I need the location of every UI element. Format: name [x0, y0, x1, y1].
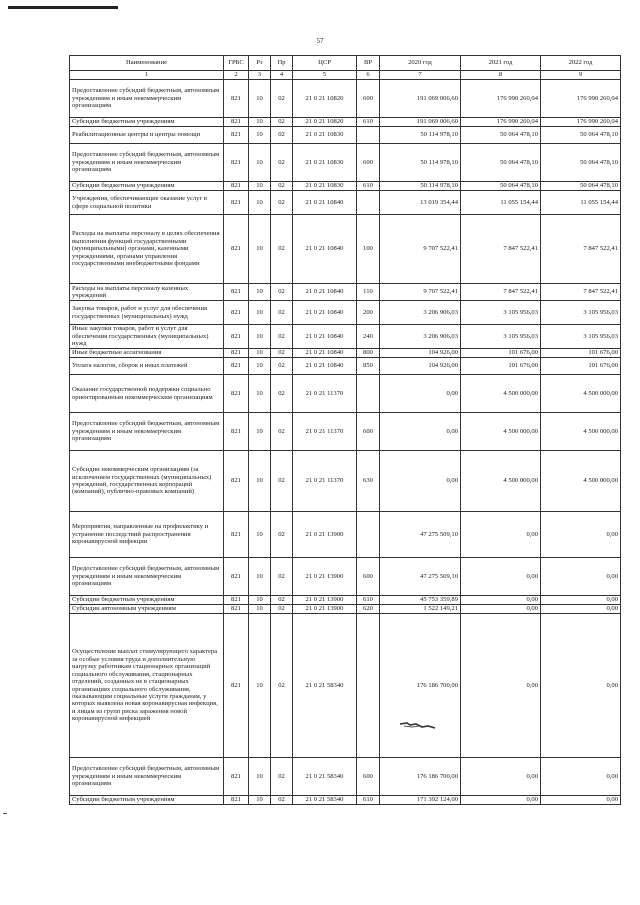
vr-cell: 630 — [357, 451, 380, 512]
amount-2020: 171 392 124,00 — [380, 796, 461, 805]
amount-2021: 0,00 — [461, 758, 541, 796]
table-row — [70, 80, 621, 118]
pr-cell: 02 — [271, 284, 293, 301]
csr-cell: 21 0 21 10830 — [293, 182, 357, 191]
pr-cell: 02 — [271, 118, 293, 127]
amount-2020: 1 522 149,21 — [380, 605, 461, 614]
budget-table — [69, 55, 621, 805]
pr-cell: 02 — [271, 758, 293, 796]
grbs-cell: 821 — [224, 191, 249, 215]
csr-cell: 21 0 21 13900 — [293, 558, 357, 596]
rz-cell: 10 — [249, 191, 271, 215]
amount-2021: 0,00 — [461, 512, 541, 558]
amount-2020: 191 069 006,60 — [380, 118, 461, 127]
rz-cell: 10 — [249, 451, 271, 512]
pr-cell: 02 — [271, 325, 293, 349]
top-scan-bar — [8, 6, 118, 9]
amount-2022: 7 847 522,41 — [541, 215, 621, 284]
row-name: Предоставление субсидий бюджетным, автономным учреждениям и иным некоммерческим организациям — [70, 758, 224, 796]
grbs-cell: 821 — [224, 614, 249, 758]
table-row — [70, 215, 621, 284]
amount-2021: 11 055 154,44 — [461, 191, 541, 215]
vr-cell: 600 — [357, 413, 380, 451]
pr-cell: 02 — [271, 191, 293, 215]
csr-cell: 21 0 21 10840 — [293, 284, 357, 301]
rz-cell: 10 — [249, 512, 271, 558]
amount-2022: 0,00 — [541, 558, 621, 596]
csr-cell: 21 0 21 10830 — [293, 127, 357, 144]
header-cell: ВР — [357, 56, 380, 71]
table-row — [70, 558, 621, 596]
grbs-cell: 821 — [224, 451, 249, 512]
grbs-cell: 821 — [224, 596, 249, 605]
vr-cell: 610 — [357, 182, 380, 191]
index-cell: 8 — [461, 71, 541, 80]
pr-cell: 02 — [271, 413, 293, 451]
header-cell: ГРБС — [224, 56, 249, 71]
row-name: Предоставление субсидий бюджетным, автономным учреждениям и иным некоммерческим организациям — [70, 144, 224, 182]
margin-mark — [3, 813, 7, 814]
csr-cell: 21 0 21 58340 — [293, 796, 357, 805]
amount-2022: 50 064 478,10 — [541, 127, 621, 144]
ink-scribble — [398, 721, 438, 730]
rz-cell: 10 — [249, 605, 271, 614]
row-name: Субсидии бюджетным учреждениям — [70, 118, 224, 127]
row-name: Мероприятия, направленные на профилактику и устранение последствий распространения коронавирусной инфекции — [70, 512, 224, 558]
vr-cell: 610 — [357, 796, 380, 805]
header-cell: Рз — [249, 56, 271, 71]
rz-cell: 10 — [249, 558, 271, 596]
csr-cell: 21 0 21 10840 — [293, 358, 357, 375]
pr-cell: 02 — [271, 558, 293, 596]
grbs-cell: 821 — [224, 301, 249, 325]
amount-2022: 50 064 478,10 — [541, 144, 621, 182]
row-name: Учреждения, обеспечивающие оказание услуг в сфере социальной политики — [70, 191, 224, 215]
amount-2020: 191 069 006,60 — [380, 80, 461, 118]
csr-cell: 21 0 21 10840 — [293, 325, 357, 349]
grbs-cell: 821 — [224, 127, 249, 144]
amount-2021: 0,00 — [461, 558, 541, 596]
amount-2022: 0,00 — [541, 758, 621, 796]
table-row — [70, 191, 621, 215]
vr-cell: 620 — [357, 605, 380, 614]
amount-2021: 101 676,00 — [461, 358, 541, 375]
vr-cell — [357, 375, 380, 413]
amount-2021: 0,00 — [461, 796, 541, 805]
index-cell: 5 — [293, 71, 357, 80]
amount-2022: 4 500 000,00 — [541, 375, 621, 413]
amount-2021: 101 676,00 — [461, 349, 541, 358]
vr-cell: 610 — [357, 118, 380, 127]
index-cell: 3 — [249, 71, 271, 80]
amount-2022: 0,00 — [541, 614, 621, 758]
csr-cell: 21 0 21 10840 — [293, 349, 357, 358]
vr-cell: 850 — [357, 358, 380, 375]
rz-cell: 10 — [249, 596, 271, 605]
csr-cell: 21 0 21 11370 — [293, 413, 357, 451]
pr-cell: 02 — [271, 80, 293, 118]
amount-2020: 47 275 509,10 — [380, 558, 461, 596]
pr-cell: 02 — [271, 301, 293, 325]
amount-2021: 4 500 000,00 — [461, 375, 541, 413]
pr-cell: 02 — [271, 512, 293, 558]
rz-cell: 10 — [249, 614, 271, 758]
row-name: Оказание государственной поддержки социально ориентированным некоммерческим организациям — [70, 375, 224, 413]
amount-2022: 0,00 — [541, 796, 621, 805]
amount-2021: 176 990 260,04 — [461, 80, 541, 118]
index-cell: 7 — [380, 71, 461, 80]
csr-cell: 21 0 21 10840 — [293, 301, 357, 325]
grbs-cell: 821 — [224, 118, 249, 127]
amount-2022: 7 847 522,41 — [541, 284, 621, 301]
table-row — [70, 118, 621, 127]
rz-cell: 10 — [249, 80, 271, 118]
amount-2022: 101 676,00 — [541, 349, 621, 358]
row-name: Предоставление субсидий бюджетным, автономным учреждениям и иным некоммерческим организациям — [70, 413, 224, 451]
vr-cell: 600 — [357, 558, 380, 596]
amount-2021: 0,00 — [461, 596, 541, 605]
row-name: Расходы на выплаты персоналу казенных учреждений — [70, 284, 224, 301]
rz-cell: 10 — [249, 796, 271, 805]
row-name: Реабилитационные центры и центры помощи — [70, 127, 224, 144]
table-row — [70, 375, 621, 413]
amount-2021: 50 064 478,10 — [461, 182, 541, 191]
header-cell: 2022 год — [541, 56, 621, 71]
header-cell: Наименование — [70, 56, 224, 71]
grbs-cell: 821 — [224, 375, 249, 413]
table-row — [70, 349, 621, 358]
row-name: Иные бюджетные ассигнования — [70, 349, 224, 358]
rz-cell: 10 — [249, 182, 271, 191]
index-cell: 4 — [271, 71, 293, 80]
csr-cell: 21 0 21 13900 — [293, 512, 357, 558]
amount-2021: 7 847 522,41 — [461, 215, 541, 284]
vr-cell — [357, 512, 380, 558]
header-cell: 2021 год — [461, 56, 541, 71]
row-name: Осуществление выплат стимулирующего характера за особые условия труда и дополнительную нагрузку работникам стационарных организаций социального обслуживания, стационарных отделений, созданных не в стационарных организациях социального обслуживания, оказывающим социальные услуги гражданам, у которых выявлена новая коронавирусная инфекция, и лицам из групп риска заражения новой коронавирусной инфекцией — [70, 614, 224, 758]
amount-2021: 4 500 000,00 — [461, 451, 541, 512]
rz-cell: 10 — [249, 284, 271, 301]
table-row — [70, 451, 621, 512]
amount-2020: 104 926,00 — [380, 358, 461, 375]
csr-cell: 21 0 21 10830 — [293, 144, 357, 182]
grbs-cell: 821 — [224, 558, 249, 596]
row-name: Иные закупки товаров, работ и услуг для обеспечения государственных (муниципальных) нужд — [70, 325, 224, 349]
vr-cell: 600 — [357, 80, 380, 118]
rz-cell: 10 — [249, 375, 271, 413]
amount-2020: 13 019 354,44 — [380, 191, 461, 215]
csr-cell: 21 0 21 13900 — [293, 596, 357, 605]
index-cell: 6 — [357, 71, 380, 80]
table-row — [70, 301, 621, 325]
csr-cell: 21 0 21 10840 — [293, 191, 357, 215]
amount-2021: 7 847 522,41 — [461, 284, 541, 301]
pr-cell: 02 — [271, 127, 293, 144]
table-row — [70, 144, 621, 182]
rz-cell: 10 — [249, 358, 271, 375]
amount-2022: 0,00 — [541, 596, 621, 605]
amount-2020: 0,00 — [380, 413, 461, 451]
grbs-cell: 821 — [224, 284, 249, 301]
rz-cell: 10 — [249, 118, 271, 127]
vr-cell: 200 — [357, 301, 380, 325]
amount-2021: 0,00 — [461, 614, 541, 758]
vr-cell — [357, 191, 380, 215]
table-row — [70, 758, 621, 796]
vr-cell: 110 — [357, 284, 380, 301]
vr-cell: 800 — [357, 349, 380, 358]
rz-cell: 10 — [249, 127, 271, 144]
index-cell: 9 — [541, 71, 621, 80]
amount-2020: 3 206 906,03 — [380, 301, 461, 325]
table-row — [70, 512, 621, 558]
csr-cell: 21 0 21 10840 — [293, 215, 357, 284]
row-name: Уплата налогов, сборов и иных платежей — [70, 358, 224, 375]
amount-2021: 176 990 260,04 — [461, 118, 541, 127]
csr-cell: 21 0 21 10820 — [293, 80, 357, 118]
pr-cell: 02 — [271, 375, 293, 413]
table-row — [70, 614, 621, 758]
amount-2020: 3 206 906,03 — [380, 325, 461, 349]
amount-2020: 9 707 522,41 — [380, 215, 461, 284]
table-row — [70, 358, 621, 375]
rz-cell: 10 — [249, 349, 271, 358]
vr-cell: 600 — [357, 144, 380, 182]
pr-cell: 02 — [271, 614, 293, 758]
csr-cell: 21 0 21 58340 — [293, 614, 357, 758]
pr-cell: 02 — [271, 144, 293, 182]
amount-2020: 176 186 700,00 — [380, 758, 461, 796]
amount-2020: 104 926,00 — [380, 349, 461, 358]
vr-cell: 610 — [357, 596, 380, 605]
header-cell: Пр — [271, 56, 293, 71]
amount-2021: 3 105 956,03 — [461, 301, 541, 325]
grbs-cell: 821 — [224, 144, 249, 182]
table-row — [70, 284, 621, 301]
rz-cell: 10 — [249, 215, 271, 284]
row-name: Субсидии автономным учреждениям — [70, 605, 224, 614]
pr-cell: 02 — [271, 796, 293, 805]
amount-2021: 0,00 — [461, 605, 541, 614]
grbs-cell: 821 — [224, 349, 249, 358]
amount-2022: 50 064 478,10 — [541, 182, 621, 191]
page-number: 57 — [316, 37, 324, 45]
table-row — [70, 182, 621, 191]
index-cell: 2 — [224, 71, 249, 80]
rz-cell: 10 — [249, 144, 271, 182]
row-name: Субсидии бюджетным учреждениям — [70, 182, 224, 191]
table-row — [70, 127, 621, 144]
rz-cell: 10 — [249, 301, 271, 325]
row-name: Закупка товаров, работ и услуг для обеспечения государственных (муниципальных) нужд — [70, 301, 224, 325]
amount-2021: 3 105 956,03 — [461, 325, 541, 349]
amount-2020: 50 114 978,10 — [380, 127, 461, 144]
amount-2021: 50 064 478,10 — [461, 144, 541, 182]
table-row — [70, 325, 621, 349]
amount-2022: 4 500 000,00 — [541, 451, 621, 512]
amount-2020: 50 114 978,10 — [380, 182, 461, 191]
amount-2022: 11 055 154,44 — [541, 191, 621, 215]
amount-2020: 9 707 522,41 — [380, 284, 461, 301]
grbs-cell: 821 — [224, 512, 249, 558]
grbs-cell: 821 — [224, 796, 249, 805]
pr-cell: 02 — [271, 349, 293, 358]
row-name: Предоставление субсидий бюджетным, автономным учреждениям и иным некоммерческим организациям — [70, 80, 224, 118]
index-row — [70, 71, 621, 80]
grbs-cell: 821 — [224, 413, 249, 451]
csr-cell: 21 0 21 11370 — [293, 375, 357, 413]
amount-2020: 45 753 359,89 — [380, 596, 461, 605]
row-name: Субсидии бюджетным учреждениям — [70, 796, 224, 805]
amount-2021: 50 064 478,10 — [461, 127, 541, 144]
amount-2020: 176 186 700,00 — [380, 614, 461, 758]
rz-cell: 10 — [249, 413, 271, 451]
amount-2020: 47 275 509,10 — [380, 512, 461, 558]
row-name: Субсидии бюджетным учреждениям — [70, 596, 224, 605]
table-row — [70, 413, 621, 451]
amount-2020: 0,00 — [380, 451, 461, 512]
pr-cell: 02 — [271, 451, 293, 512]
grbs-cell: 821 — [224, 605, 249, 614]
amount-2022: 176 990 260,04 — [541, 118, 621, 127]
csr-cell: 21 0 21 13900 — [293, 605, 357, 614]
amount-2022: 0,00 — [541, 605, 621, 614]
row-name: Предоставление субсидий бюджетным, автономным учреждениям и иным некоммерческим организациям — [70, 558, 224, 596]
header-row — [70, 56, 621, 71]
pr-cell: 02 — [271, 215, 293, 284]
rz-cell: 10 — [249, 758, 271, 796]
amount-2022: 4 500 000,00 — [541, 413, 621, 451]
pr-cell: 02 — [271, 358, 293, 375]
row-name: Расходы на выплаты персоналу в целях обеспечения выполнения функций государственными (муниципальными) органами, казенными учреждениями, органами управления государственными внебюджетными фондами — [70, 215, 224, 284]
amount-2022: 3 105 956,03 — [541, 301, 621, 325]
grbs-cell: 821 — [224, 358, 249, 375]
grbs-cell: 821 — [224, 80, 249, 118]
index-cell: 1 — [70, 71, 224, 80]
grbs-cell: 821 — [224, 325, 249, 349]
amount-2022: 101 676,00 — [541, 358, 621, 375]
csr-cell: 21 0 21 10820 — [293, 118, 357, 127]
amount-2022: 0,00 — [541, 512, 621, 558]
pr-cell: 02 — [271, 596, 293, 605]
grbs-cell: 821 — [224, 758, 249, 796]
amount-2021: 4 500 000,00 — [461, 413, 541, 451]
vr-cell: 600 — [357, 758, 380, 796]
vr-cell: 240 — [357, 325, 380, 349]
amount-2020: 50 114 978,10 — [380, 144, 461, 182]
header-cell: 2020 год — [380, 56, 461, 71]
csr-cell: 21 0 21 58340 — [293, 758, 357, 796]
grbs-cell: 821 — [224, 182, 249, 191]
vr-cell — [357, 127, 380, 144]
table-row — [70, 596, 621, 605]
amount-2022: 176 990 260,04 — [541, 80, 621, 118]
header-cell: ЦСР — [293, 56, 357, 71]
row-name: Субсидии некоммерческим организациям (за исключением государственных (муниципальных) учреждений, государственных корпораций (компаний), публично-правовых компаний) — [70, 451, 224, 512]
vr-cell: 100 — [357, 215, 380, 284]
table-row — [70, 605, 621, 614]
pr-cell: 02 — [271, 182, 293, 191]
pr-cell: 02 — [271, 605, 293, 614]
rz-cell: 10 — [249, 325, 271, 349]
vr-cell — [357, 614, 380, 758]
amount-2020: 0,00 — [380, 375, 461, 413]
table-row — [70, 796, 621, 805]
grbs-cell: 821 — [224, 215, 249, 284]
amount-2022: 3 105 956,03 — [541, 325, 621, 349]
csr-cell: 21 0 21 11370 — [293, 451, 357, 512]
